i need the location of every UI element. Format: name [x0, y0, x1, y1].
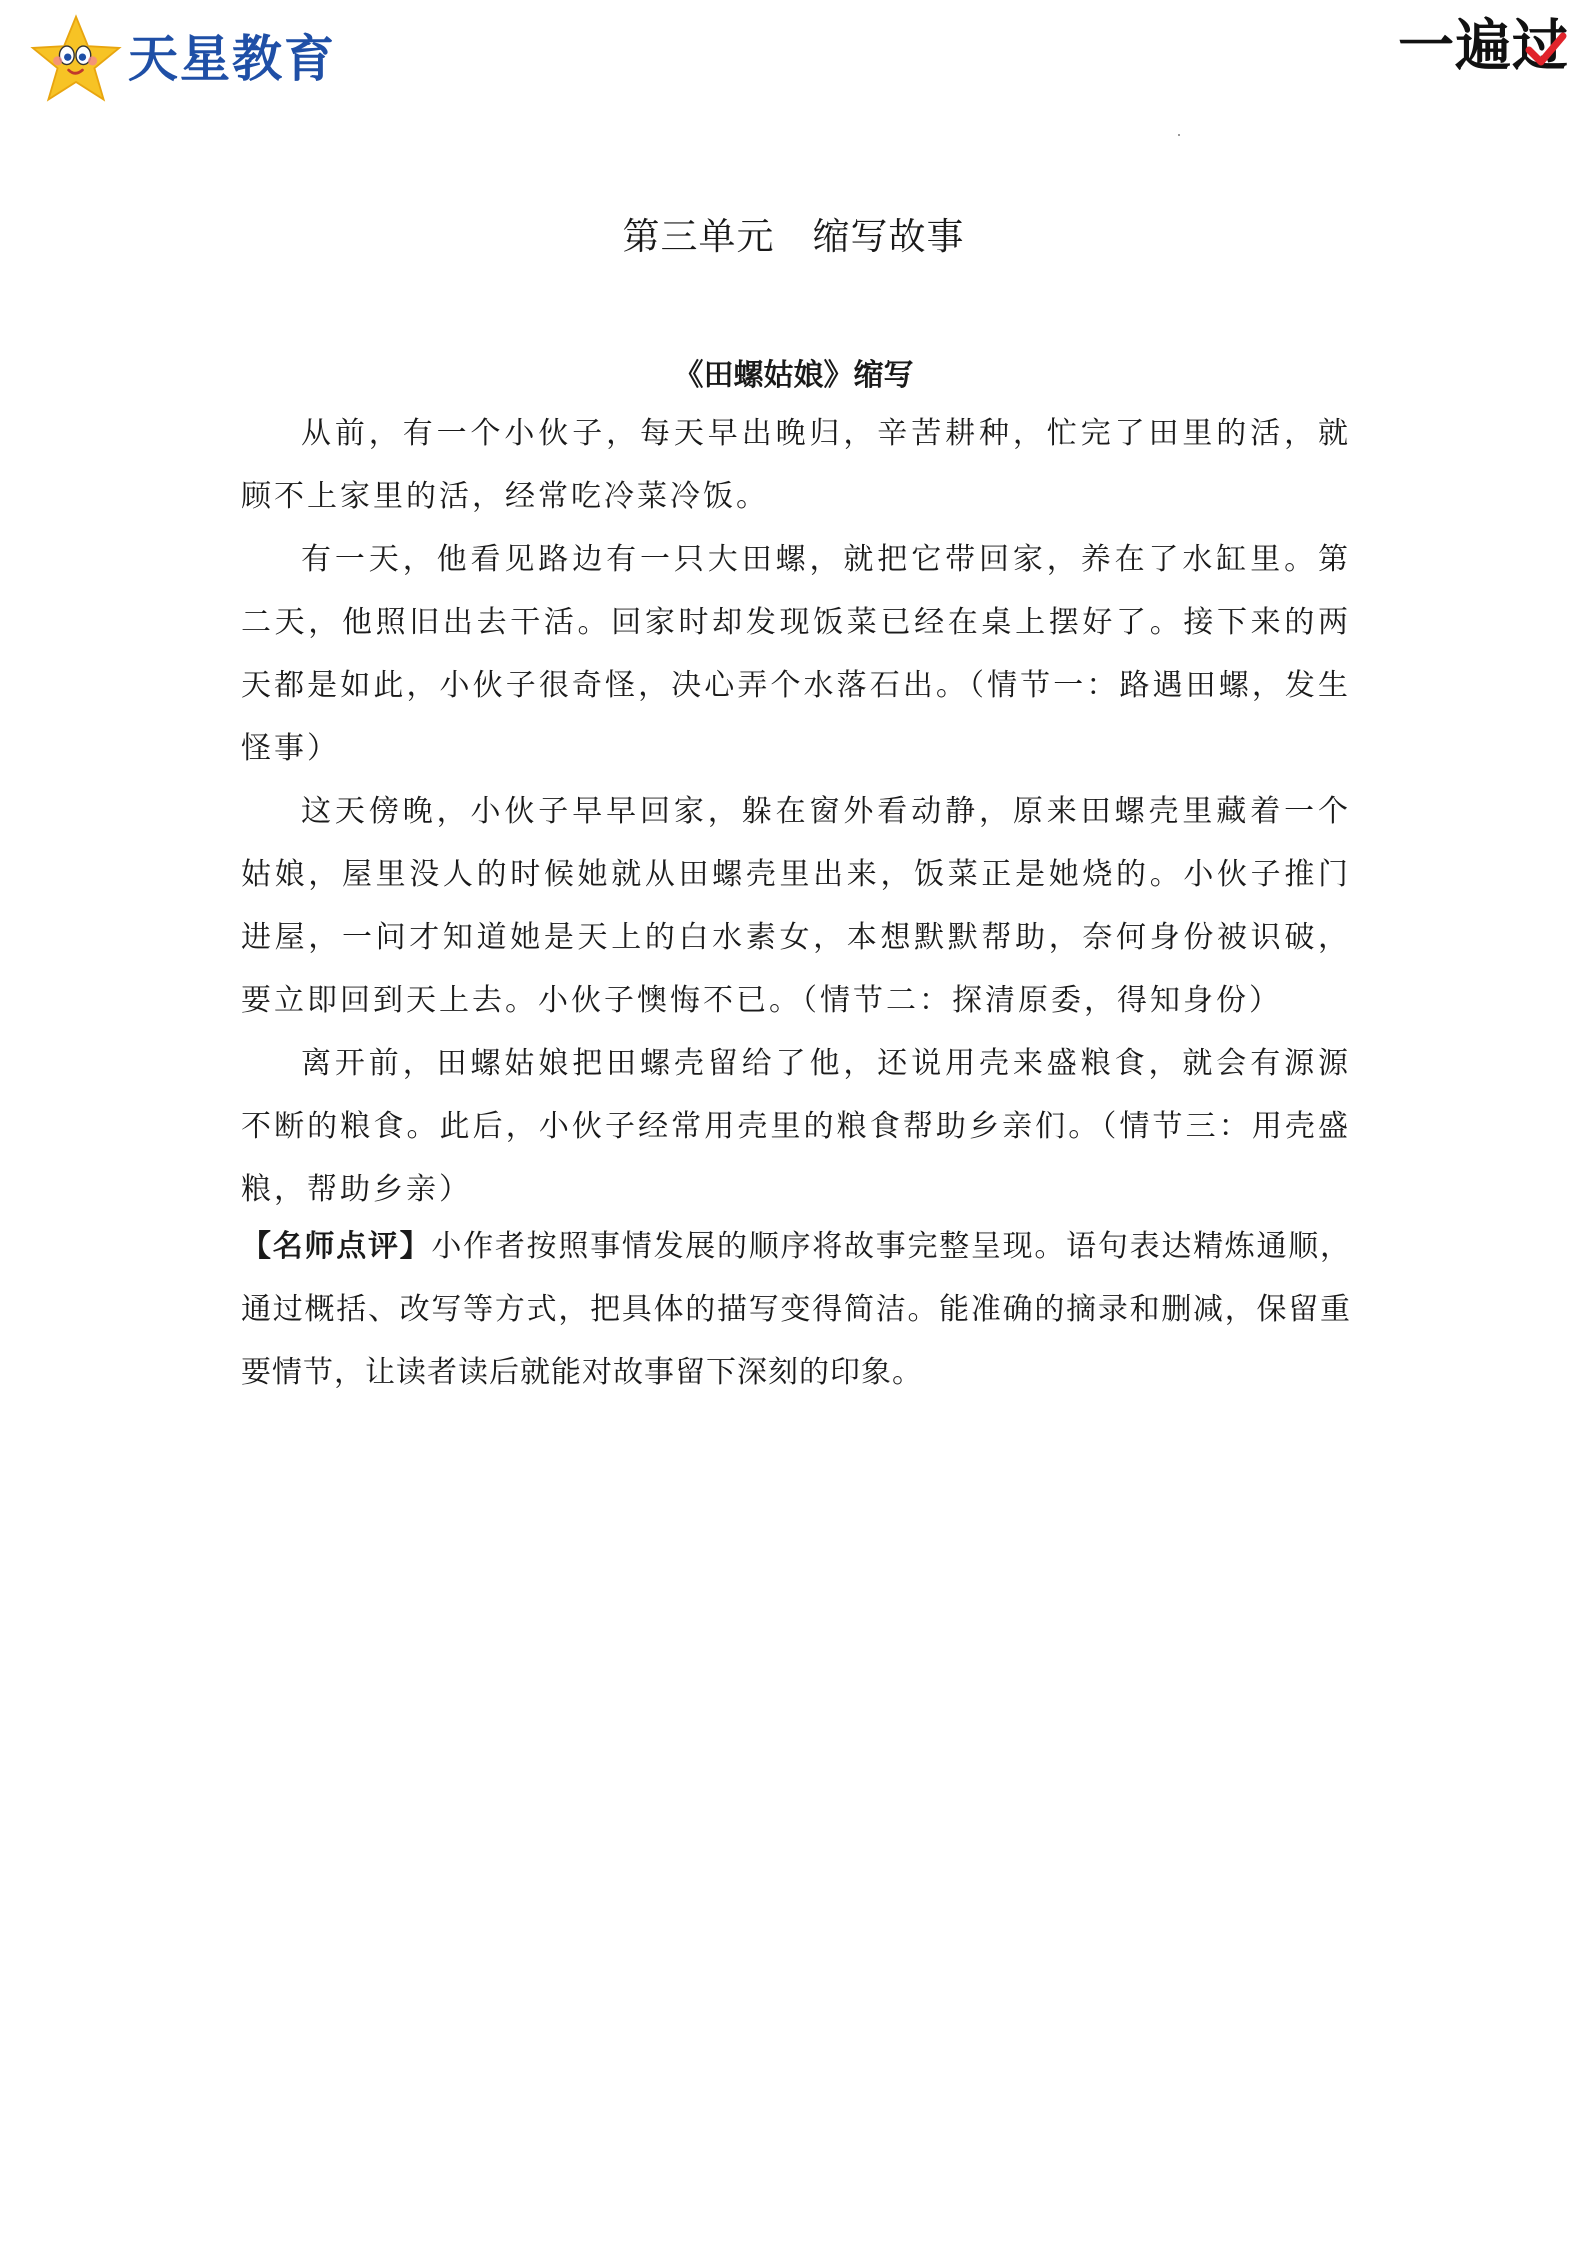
comment-text: 小作者按照事情发展的顺序将故事完整呈现。语句表达精炼通顺，通过概括、改写等方式，把具体的描写变得简洁。能准确的摘录和删减，保留重要情节，让读者读后就能对故事留下深刻的印象。: [241, 1229, 1352, 1390]
scan-dot: [1178, 134, 1180, 136]
star-mascot-icon: [30, 13, 122, 105]
comment-label: 【名师点评】: [241, 1229, 432, 1264]
comment-paragraph: [241, 1215, 1351, 1404]
check-icon: [1523, 30, 1567, 70]
unit-title: 第三单元 缩写故事: [622, 215, 965, 258]
story-paragraph: 从前，有一个小伙子，每天早出晚归，辛苦耕种，忙完了田里的活，就顾不上家里的活，经常吃冷菜冷饭。: [241, 416, 1351, 514]
brand-right-name: 一遍过: [1398, 14, 1569, 79]
story-paragraph: 这天傍晚，小伙子早早回家，躲在窗外看动静，原来田螺壳里藏着一个姑娘，屋里没人的时候她就从田螺壳里出来，饭菜正是她烧的。小伙子推门进屋，一问才知道她是天上的白水素女，本想默默帮助，奈何身份被识破，要立即回到天上去。小伙子懊悔不已。（情节二：探清原委，得知身份）: [241, 794, 1351, 1018]
brand-right-logo: [1398, 12, 1569, 82]
story-title: 《田螺姑娘》缩写: [673, 358, 914, 393]
teacher-comment: [241, 1215, 1351, 1404]
brand-logo: [30, 14, 336, 104]
story-paragraph: 有一天，他看见路边有一只大田螺，就把它带回家，养在了水缸里。第二天，他照旧出去干活。回家时却发现饭菜已经在桌上摆好了。接下来的两天都是如此，小伙子很奇怪，决心弄个水落石出。（情节一：路遇田螺，发生怪事）: [241, 542, 1351, 766]
story-paragraph: 离开前，田螺姑娘把田螺壳留给了他，还说用壳来盛粮食，就会有源源不断的粮食。此后，小伙子经常用壳里的粮食帮助乡亲们。（情节三：用壳盛粮，帮助乡亲）: [241, 1046, 1351, 1207]
story-body: [241, 402, 1351, 1221]
brand-name: 天星教育: [128, 30, 336, 88]
